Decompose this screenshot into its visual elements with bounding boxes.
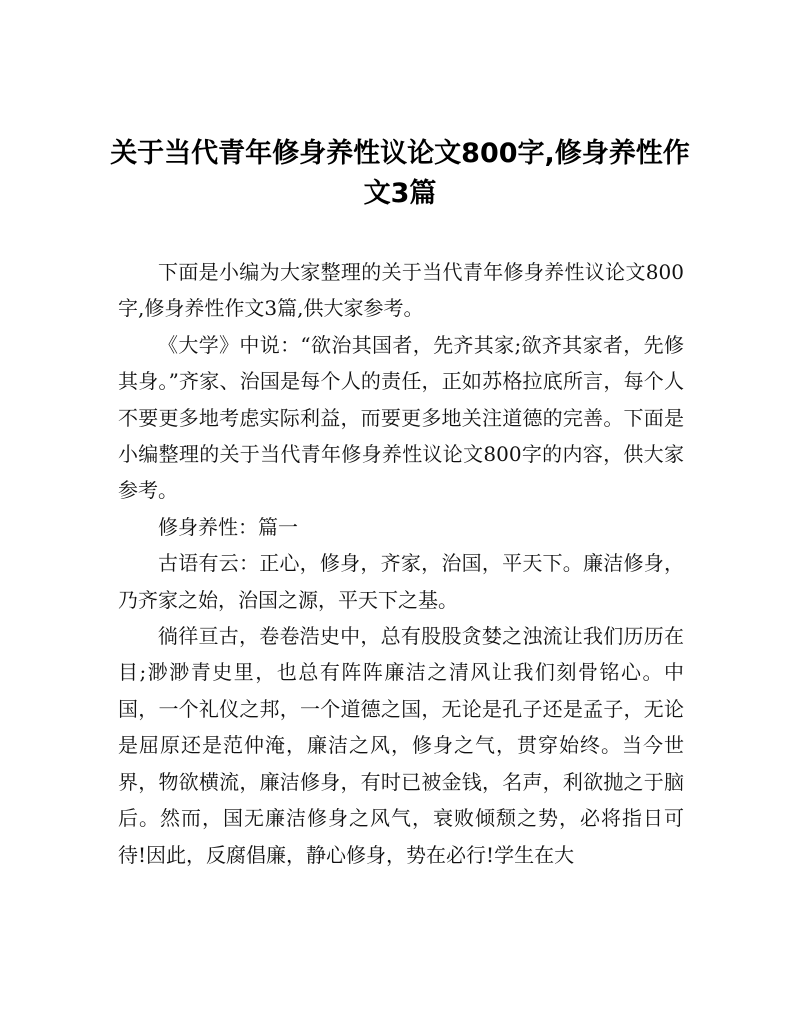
document-title: 关于当代青年修身养性议论文800字,修身养性作文3篇 <box>110 138 690 209</box>
daxue-quote-paragraph: 《大学》中说：“欲治其国者，先齐其家;欲齐其家者，先修其身。”齐家、治国是每个人的责任，正如苏格拉底所言，每个人不要更多地考虑实际利益，而要更多地关注道德的完善。下面是小编整理的关于当代青年修身养性议论文800字的内容，供大家参考。 <box>118 332 684 503</box>
history-paragraph: 徜徉亘古，卷卷浩史中，总有股股贪婪之浊流让我们历历在目;渺渺青史里，也总有阵阵廉洁之清风让我们刻骨铭心。中国，一个礼仪之邦，一个道德之国，无论是孔子还是孟子，无论是屈原还是范仲淹，廉洁之风，修身之气，贯穿始终。当今世界，物欲横流，廉洁修身，有时已被金钱，名声，利欲抛之于脑后。然而，国无廉洁修身之风气，衰败倾颓之势，必将指日可待!因此，反腐倡廉，静心修身，势在必行!学生在大 <box>118 624 684 867</box>
ancient-saying-paragraph: 古语有云：正心，修身，齐家，治国，平天下。廉洁修身，乃齐家之始，治国之源，平天下之基。 <box>118 551 684 612</box>
document-body <box>118 254 684 873</box>
section-heading-part-one: 修身养性：篇一 <box>158 514 298 539</box>
intro-paragraph: 下面是小编为大家整理的关于当代青年修身养性议论文800字,修身养性作文3篇,供大家参考。 <box>118 260 684 321</box>
